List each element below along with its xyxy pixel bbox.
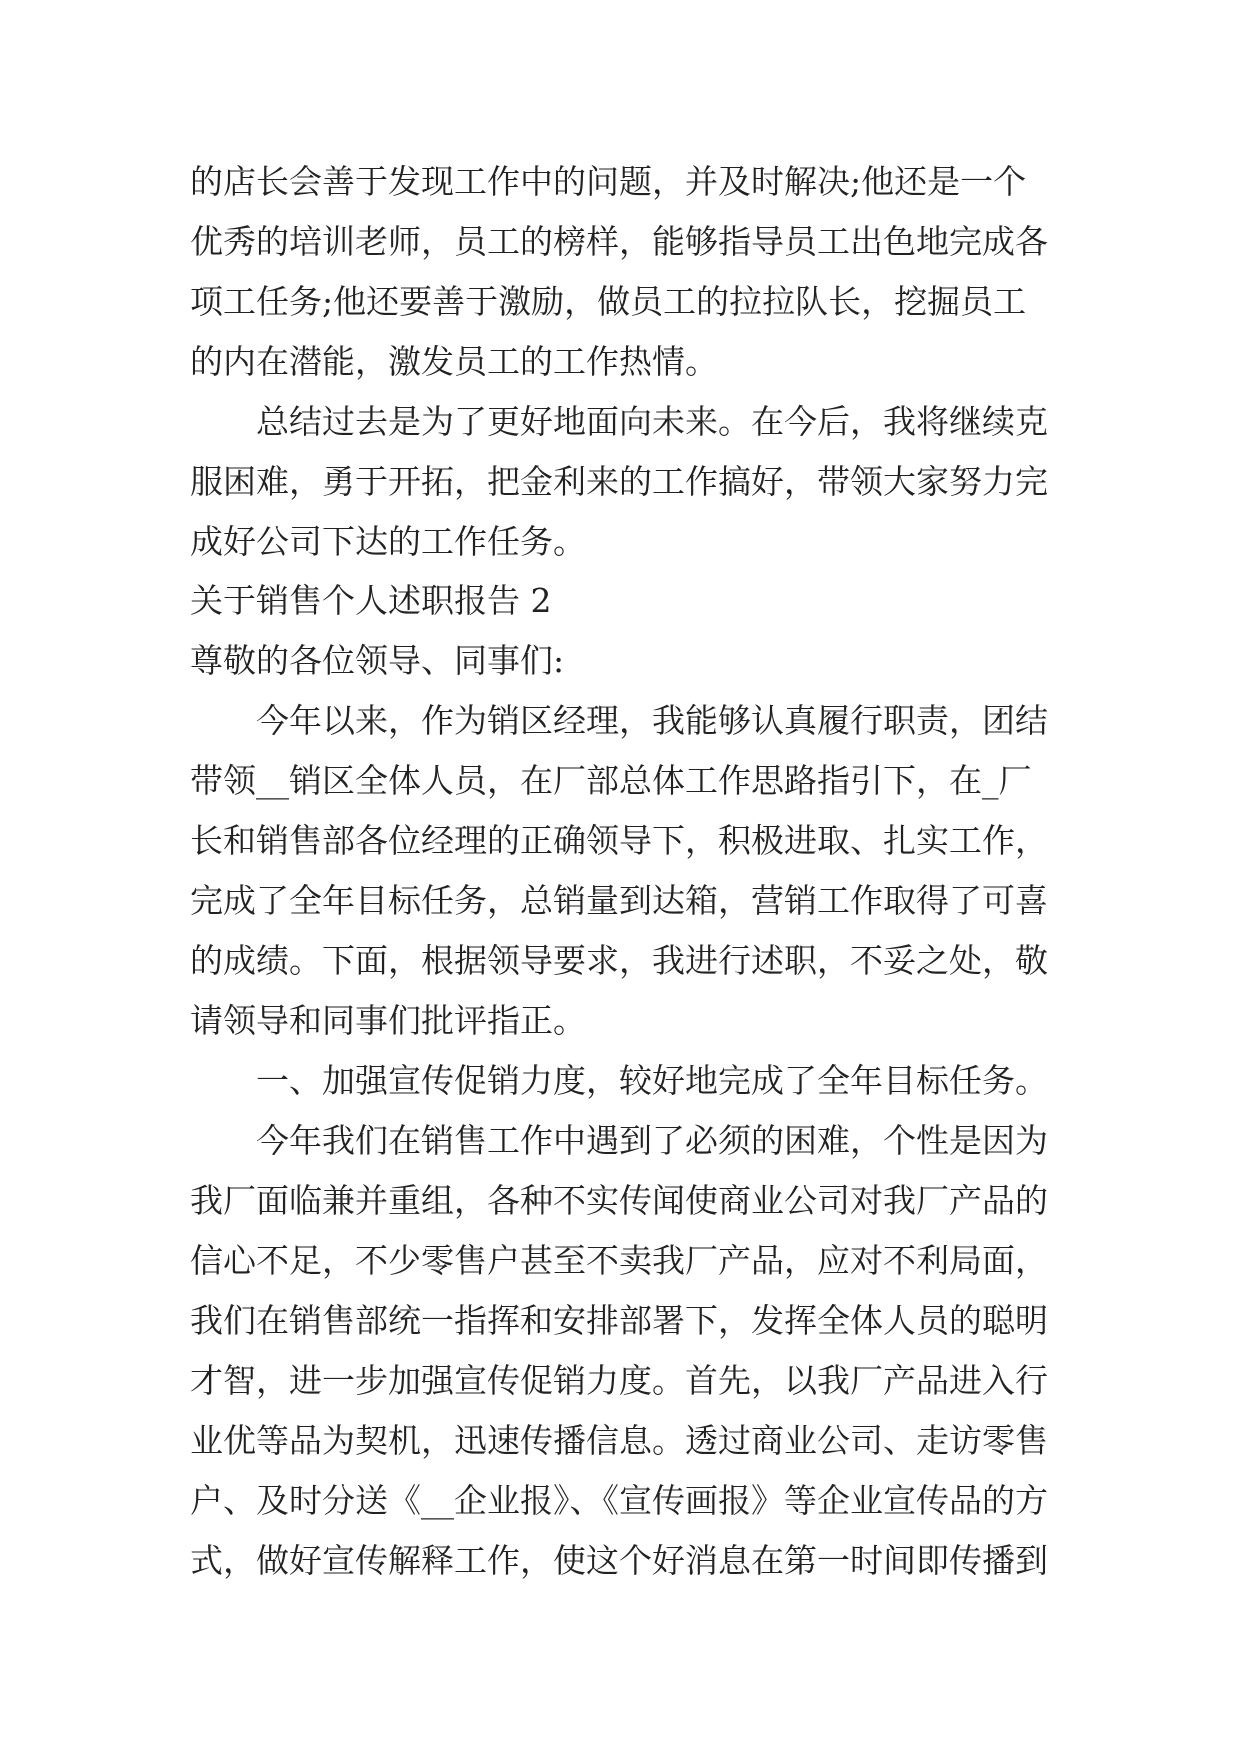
paragraph-line: 的成绩。下面，根据领导要求，我进行述职，不妥之处，敬 <box>190 941 1048 980</box>
paragraph-line: 户、及时分送《__企业报》、《宣传画报》等企业宣传品的方 <box>190 1481 1048 1520</box>
paragraph-line: 总结过去是为了更好地面向未来。在今后，我将继续克 <box>256 402 1048 441</box>
salutation: 尊敬的各位领导、同事们: <box>190 641 565 680</box>
paragraph-line: 长和销售部各位经理的正确领导下，积极进取、扎实工作， <box>190 821 1048 860</box>
subsection-heading: 一、加强宣传促销力度，较好地完成了全年目标任务。 <box>256 1061 1048 1100</box>
paragraph-line: 信心不足，不少零售户甚至不卖我厂产品，应对不利局面， <box>190 1241 1048 1280</box>
paragraph-line: 我厂面临兼并重组，各种不实传闻使商业公司对我厂产品的 <box>190 1181 1048 1220</box>
paragraph-line: 请领导和同事们批评指正。 <box>190 1001 586 1040</box>
paragraph-line: 的店长会善于发现工作中的问题，并及时解决;他还是一个 <box>190 162 1027 201</box>
paragraph-line: 优秀的培训老师，员工的榜样，能够指导员工出色地完成各 <box>190 222 1048 261</box>
paragraph-line: 今年以来，作为销区经理，我能够认真履行职责，团结 <box>256 701 1048 740</box>
section-heading: 关于销售个人述职报告 2 <box>190 581 552 620</box>
paragraph-line: 成好公司下达的工作任务。 <box>190 522 586 561</box>
paragraph-line: 完成了全年目标任务，总销量到达箱，营销工作取得了可喜 <box>190 881 1048 920</box>
paragraph-line: 项工任务;他还要善于激励，做员工的拉拉队长，挖掘员工 <box>190 282 1027 321</box>
paragraph-line: 式，做好宣传解释工作，使这个好消息在第一时间即传播到 <box>190 1541 1048 1580</box>
paragraph-line: 带领__销区全体人员，在厂部总体工作思路指引下，在_厂 <box>190 761 1032 800</box>
paragraph-line: 业优等品为契机，迅速传播信息。透过商业公司、走访零售 <box>190 1421 1048 1460</box>
paragraph-line: 的内在潜能，激发员工的工作热情。 <box>190 342 718 381</box>
paragraph-line: 才智，进一步加强宣传促销力度。首先，以我厂产品进入行 <box>190 1361 1048 1400</box>
paragraph-line: 今年我们在销售工作中遇到了必须的困难，个性是因为 <box>256 1121 1048 1160</box>
paragraph-line: 服困难，勇于开拓，把金利来的工作搞好，带领大家努力完 <box>190 462 1048 501</box>
paragraph-line: 我们在销售部统一指挥和安排部署下，发挥全体人员的聪明 <box>190 1301 1048 1340</box>
